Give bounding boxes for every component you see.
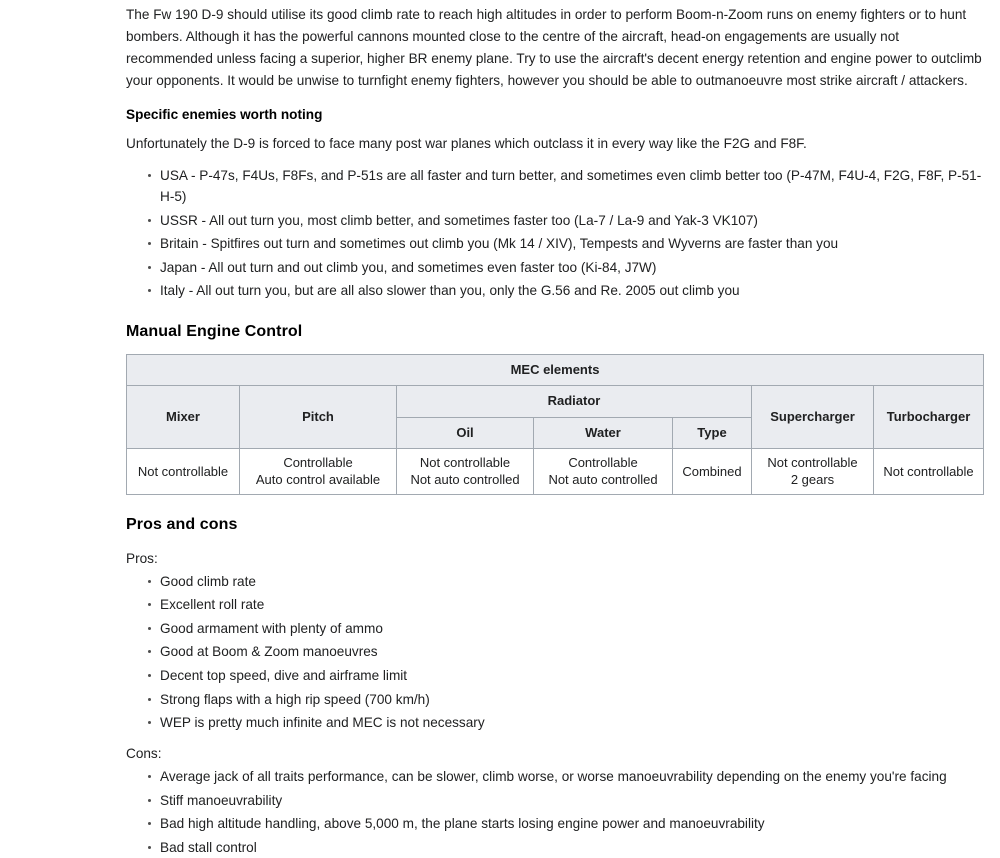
intro-paragraph: The Fw 190 D-9 should utilise its good climb rate to reach high altitudes in order to perform Boom-n-Zoom runs on enemy fighters or to hunt bombers. Although it has the powerful cannons mounted close to the centre of the aircraft, head-on engagements are usually not recommended unless facing a superior, higher BR enemy plane. Try to use the aircraft's decent energy retention and engine power to outclimb your opponents. It would be unwise to turnfight enemy fighters, however you should be able to outmanoeuvre most strike aircraft / attackers. [126,7,982,89]
table-row [127,386,984,417]
header-turbocharger: Turbocharger [874,386,984,448]
list-item: USSR - All out turn you, most climb better, and sometimes faster too (La-7 / La-9 and Yak-3 VK107) [148,210,984,231]
value-line: Not controllable [137,463,229,479]
specific-enemies-heading: Specific enemies worth noting [126,107,323,123]
value-type [673,448,752,494]
table-row [127,355,984,386]
list-item: Average jack of all traits performance, can be slower, climb worse, or worse manoeuvrability depending on the enemy you're facing [148,766,984,787]
cons-label: Cons: [126,746,162,762]
list-item: Strong flaps with a high rip speed (700 km/h) [148,689,984,710]
list-item: Good at Boom & Zoom manoeuvres [148,641,984,662]
list-item: Bad high altitude handling, above 5,000 m, the plane starts losing engine power and manoeuvrability [148,813,984,834]
value-line: Controllable [568,454,638,470]
pros-and-cons-heading: Pros and cons [126,515,238,533]
list-item: Britain - Spitfires out turn and sometimes out climb you (Mk 14 / XIV), Tempests and Wyverns are faster than you [148,233,984,254]
value-water [534,448,673,494]
pros-list [126,571,984,733]
list-item: Bad stall control [148,837,984,858]
value-line: 2 gears [790,472,835,488]
header-water: Water [534,417,673,448]
value-oil [397,448,534,494]
list-item: Japan - All out turn and out climb you, and sometimes even faster too (Ki-84, J7W) [148,257,984,278]
manual-engine-control-heading: Manual Engine Control [126,322,303,340]
value-supercharger [752,448,874,494]
value-line: Auto control available [255,472,381,488]
list-item: Excellent roll rate [148,594,984,615]
list-item: Good climb rate [148,571,984,592]
list-item: Stiff manoeuvrability [148,790,984,811]
specific-enemies-list [126,165,984,301]
value-line: Combined [682,463,742,479]
value-mixer [127,448,240,494]
value-line: Not controllable [767,454,858,470]
header-oil: Oil [397,417,534,448]
pros-label: Pros: [126,550,158,566]
mec-table-title: MEC elements [127,355,984,386]
value-line: Not auto controlled [548,472,658,488]
value-line: Not auto controlled [410,472,520,488]
value-line: Not controllable [883,463,974,479]
list-item: Good armament with plenty of ammo [148,618,984,639]
mec-table [126,354,984,495]
value-line: Controllable [283,454,353,470]
table-row [127,448,984,494]
header-pitch: Pitch [240,386,397,448]
header-type: Type [673,417,752,448]
list-item: WEP is pretty much infinite and MEC is not necessary [148,712,984,733]
header-supercharger: Supercharger [752,386,874,448]
value-line: Not controllable [419,454,511,470]
value-turbocharger [874,448,984,494]
list-item: USA - P-47s, F4Us, F8Fs, and P-51s are all faster and turn better, and sometimes even climb better too (P-47M, F4U-4, F2G, F8F, P-51-H-5) [148,165,984,207]
value-pitch [240,448,397,494]
list-item: Italy - All out turn you, but are all also slower than you, only the G.56 and Re. 2005 out climb you [148,280,984,301]
list-item: Decent top speed, dive and airframe limit [148,665,984,686]
header-mixer: Mixer [127,386,240,448]
specific-enemies-paragraph: Unfortunately the D-9 is forced to face many post war planes which outclass it in every way like the F2G and F8F. [126,136,807,152]
cons-list [126,766,984,858]
header-radiator: Radiator [397,386,752,417]
